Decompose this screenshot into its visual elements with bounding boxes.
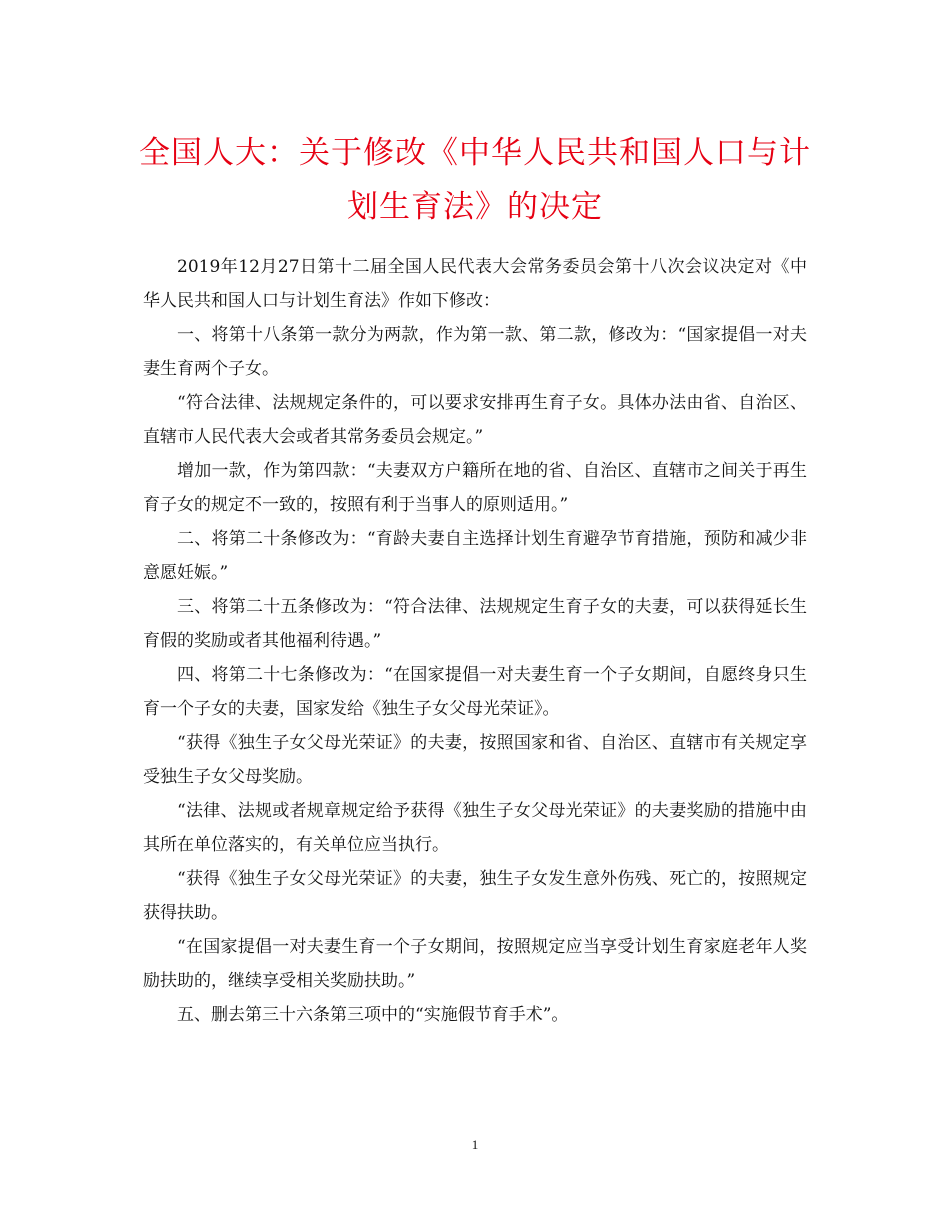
- paragraph-amendment-4-clause-5: “在国家提倡一对夫妻生育一个子女期间，按照规定应当享受计划生育家庭老年人奖励扶助的，继续享受相关奖励扶助。”: [143, 937, 807, 991]
- document-body: [143, 250, 807, 1032]
- paragraph-amendment-1: 一、将第十八条第一款分为两款，作为第一款、第二款，修改为：“国家提倡一对夫妻生育两个子女。: [143, 325, 807, 379]
- page-number: 1: [471, 1137, 479, 1152]
- paragraph-amendment-4: 四、将第二十七条修改为：“在国家提倡一对夫妻生育一个子女期间，自愿终身只生育一个子女的夫妻，国家发给《独生子女父母光荣证》。: [143, 665, 807, 719]
- paragraph-amendment-5: 五、删去第三十六条第三项中的“实施假节育手术”。: [177, 1005, 569, 1025]
- paragraph-amendment-3: 三、将第二十五条修改为：“符合法律、法规规定生育子女的夫妻，可以获得延长生育假的奖励或者其他福利待遇。”: [143, 597, 807, 651]
- paragraph-amendment-4-clause-4: “获得《独生子女父母光荣证》的夫妻，独生子女发生意外伤残、死亡的，按照规定获得扶助。: [143, 869, 807, 923]
- paragraph-amendment-2: 二、将第二十条修改为：“育龄夫妻自主选择计划生育避孕节育措施，预防和减少非意愿妊娠。”: [143, 529, 807, 583]
- paragraph-intro: 2019年12月27日第十二届全国人民代表大会常务委员会第十八次会议决定对《中华人民共和国人口与计划生育法》作如下修改：: [143, 257, 807, 311]
- paragraph-amendment-1-second-clause: “符合法律、法规规定条件的，可以要求安排再生育子女。具体办法由省、自治区、直辖市人民代表大会或者其常务委员会规定。”: [143, 393, 807, 447]
- paragraph-added-clause: 增加一款，作为第四款：“夫妻双方户籍所在地的省、自治区、直辖市之间关于再生育子女的规定不一致的，按照有利于当事人的原则适用。”: [143, 461, 807, 515]
- paragraph-amendment-4-clause-2: “获得《独生子女父母光荣证》的夫妻，按照国家和省、自治区、直辖市有关规定享受独生子女父母奖励。: [143, 733, 807, 787]
- document-title: 全国人大：关于修改《中华人民共和国人口与计划生育法》的决定: [139, 135, 811, 225]
- paragraph-amendment-4-clause-3: “法律、法规或者规章规定给予获得《独生子女父母光荣证》的夫妻奖励的措施中由其所在单位落实的，有关单位应当执行。: [143, 801, 807, 855]
